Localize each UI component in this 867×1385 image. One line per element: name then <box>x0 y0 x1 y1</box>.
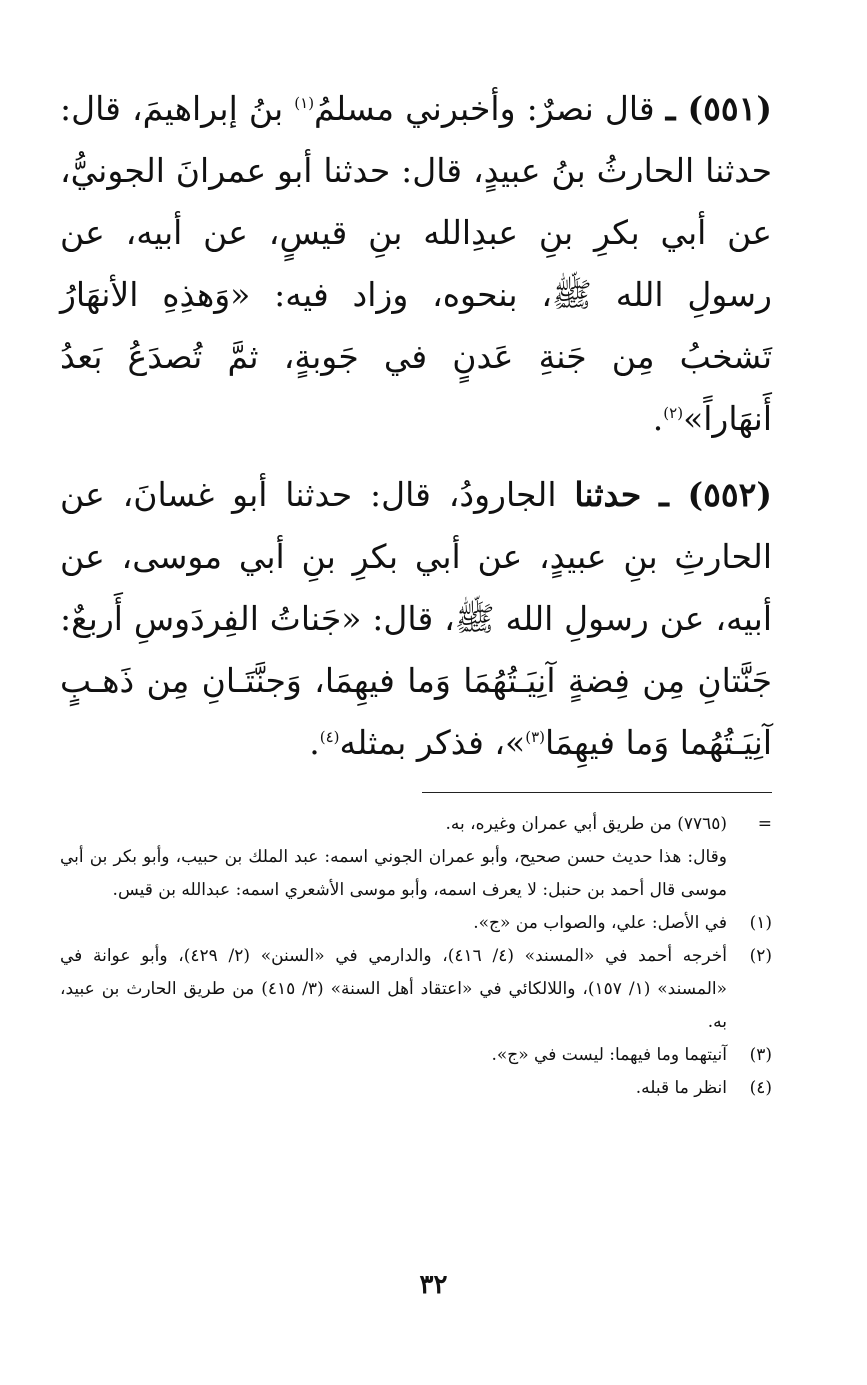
hadith-number: (٥٥١) ـ <box>665 89 772 128</box>
footnote-ref: (١) <box>294 94 315 112</box>
footnote-continuation <box>60 808 772 841</box>
footnote-text: أخرجه أحمد في «المسند» (٤/ ٤١٦)، والدارمي في «السنن» (٢/ ٤٢٩)، وأبو عوانة في «المسند» (١/ ١٥٧)، واللالكائي في «اعتقاد أهل السنة» (٣/ ٤١٥) من طريق الحارث بن عبيد، به. <box>60 946 728 1032</box>
footnote-marker <box>727 841 772 907</box>
footnote-text: آنيتهما وما فيهما: ليست في «ج». <box>491 1045 727 1065</box>
footnote-ref: (٤) <box>319 728 340 746</box>
footnote-marker: = <box>757 814 772 834</box>
hadith-lead: حدثنا <box>574 475 642 514</box>
hadith-text-continued: بنُ إبراهيمَ، قال: حدثنا الحارثُ بنُ عبيدٍ، قال: حدثنا أبو عمرانَ الجونيُّ، عن أبي بكرِ بنِ عبدِالله بنِ قيسٍ، عن أبيه، عن رسولِ الله ﷺ، بنحوه، وزاد فيه: «وَهذِهِ الأنهَارُ تَشخبُ مِن جَنةِ عَدنٍ في جَوبةٍ، ثمَّ تُصدَعُ بَعدُ أَنهَاراً» <box>60 89 772 438</box>
footnote-3 <box>60 1039 772 1072</box>
footnote-text: في الأصل: علي، والصواب من «ج». <box>473 913 727 933</box>
footnote-marker: (١) <box>749 913 772 933</box>
hadith-text: قال نصرٌ: وأخبرني مسلمُ <box>314 89 655 128</box>
footnote-ref: (٢) <box>663 404 684 422</box>
footnote-ref: (٣) <box>525 728 545 746</box>
hadith-number: (٥٥٢) ـ <box>659 475 772 514</box>
footnote-continuation-2 <box>60 841 772 907</box>
hadith-552 <box>60 464 772 774</box>
main-text <box>60 78 772 774</box>
footnote-4 <box>60 1072 772 1105</box>
footnote-marker: (٢) <box>749 946 772 966</box>
footnote-1 <box>60 907 772 940</box>
hadith-end: . <box>309 723 320 762</box>
hadith-text-continued: »، فذكر بمثله <box>339 723 526 762</box>
hadith-551 <box>60 78 772 450</box>
footnote-2 <box>60 940 772 1039</box>
hadith-text: الجارودُ، قال: حدثنا أبو غسانَ، عن الحارثِ بنِ عبيدٍ، عن أبي بكرِ بنِ أبي موسى، عن أبيه، عن رسولِ الله ﷺ، قال: «جَناتُ الفِردَوسِ أَربعٌ: جَنَّتانِ مِن فِضةٍ آنِيَـتُهُمَا وَما فيهِمَا، وَجنَّتَـانِ مِن ذَهـبٍ آنِيَـتُهُما وَما فيهِمَا <box>60 475 772 762</box>
footnote-text: انظر ما قبله. <box>635 1078 727 1098</box>
page-number: ٣٢ <box>419 1270 448 1300</box>
footnote-marker: (٤) <box>749 1078 772 1098</box>
footnote-text: (٧٧٦٥) من طريق أبي عمران وغيره، به. <box>445 814 727 834</box>
footnote-text: وقال: هذا حديث حسن صحيح، وأبو عمران الجوني اسمه: عبد الملك بن حبيب، وأبو بكر بن أبي موسى قال أحمد بن حنبل: لا يعرف اسمه، وأبو موسى الأشعري اسمه: عبدالله بن قيس. <box>60 847 727 900</box>
footnotes <box>60 808 772 1105</box>
hadith-end: . <box>652 399 664 438</box>
footnote-divider <box>422 792 772 793</box>
footnote-marker: (٣) <box>749 1045 772 1065</box>
